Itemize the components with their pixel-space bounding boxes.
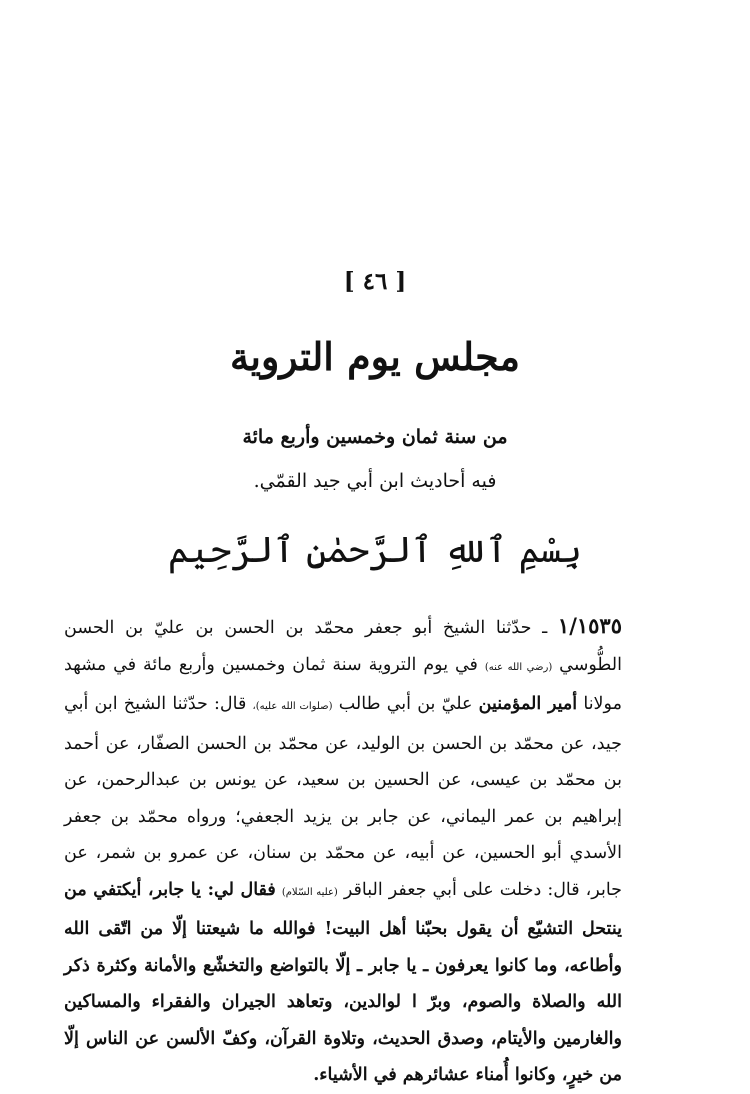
matn: فقال لي: يا جابر، أيكتفي من ينتحل التشيّع أن يقول بحبّنا أهل البيت! فوالله ما شيعتنا إلّا من اتّقى الله وأطاعه، وما كانوا يعرفون ـ يا جابر ـ إلّا بالتواضع والتخشّع والأمانة وكثرة ذكر الله والصلاة والصوم، وبرّ ا لوالدين، وتعاهد الجيران والفقراء والمساكين والغارمين والأيتام، وصدق الحديث، وتلاوة القرآن، وكفّ الألسن عن الناس إلّا من خيرٍ، وكانوا أُمناء عشائرهم في الأشياء. bbox=[64, 879, 622, 1085]
isnad-part-1: ـ حدّثنا الشيخ أبو جعفر محمّد بن الحسن بن عليّ بن الحسن الطُّوسي bbox=[64, 618, 622, 675]
basmala: بِسْمِ ٱللهِ ٱلرَّحمٰنِ ٱلرَّحِيم bbox=[167, 530, 583, 571]
hadith-text bbox=[64, 608, 622, 1094]
session-description: فيه أحاديث ابن أبي جيد القمّي. bbox=[253, 470, 497, 492]
honorific: (صلوات الله عليه)، bbox=[252, 701, 333, 712]
isnad-part-4: قال: حدّثنا الشيخ ابن أبي جيد، عن محمّد بن الحسن بن الوليد، عن محمّد بن الحسن الصفّار، عن أحمد بن محمّد بن عيسى، عن الحسين بن سعيد، عن يونس بن عبدالرحمن، عن إبراهيم بن عمر اليماني، عن جابر بن يزيد الجعفي؛ ورواه محمّد بن جعفر الأسدي أبو الحسين، عن أبيه، عن محمّد بن سنان، عن عمرو بن شمر، عن جابر، قال: دخلت على أبي جعفر الباقر bbox=[64, 694, 622, 900]
isnad-part-3: عليّ بن أبي طالب bbox=[338, 694, 473, 714]
title-phrase: أمير المؤمنين bbox=[478, 694, 578, 714]
honorific: (رضي الله عنه) bbox=[484, 661, 553, 673]
session-date: من سنة ثمان وخمسين وأربع مائة bbox=[242, 426, 508, 448]
honorific: (عليه السّلام) bbox=[281, 886, 338, 898]
page-title: مجلس يوم التروية bbox=[230, 334, 520, 379]
session-number: [ ٤٦ ] bbox=[343, 268, 407, 295]
hadith-number: ١/١٥٣٥ bbox=[557, 613, 622, 638]
isnad-part-2: في يوم التروية سنة ثمان وخمسين وأربع مائة في مشهد مولانا bbox=[64, 654, 622, 714]
